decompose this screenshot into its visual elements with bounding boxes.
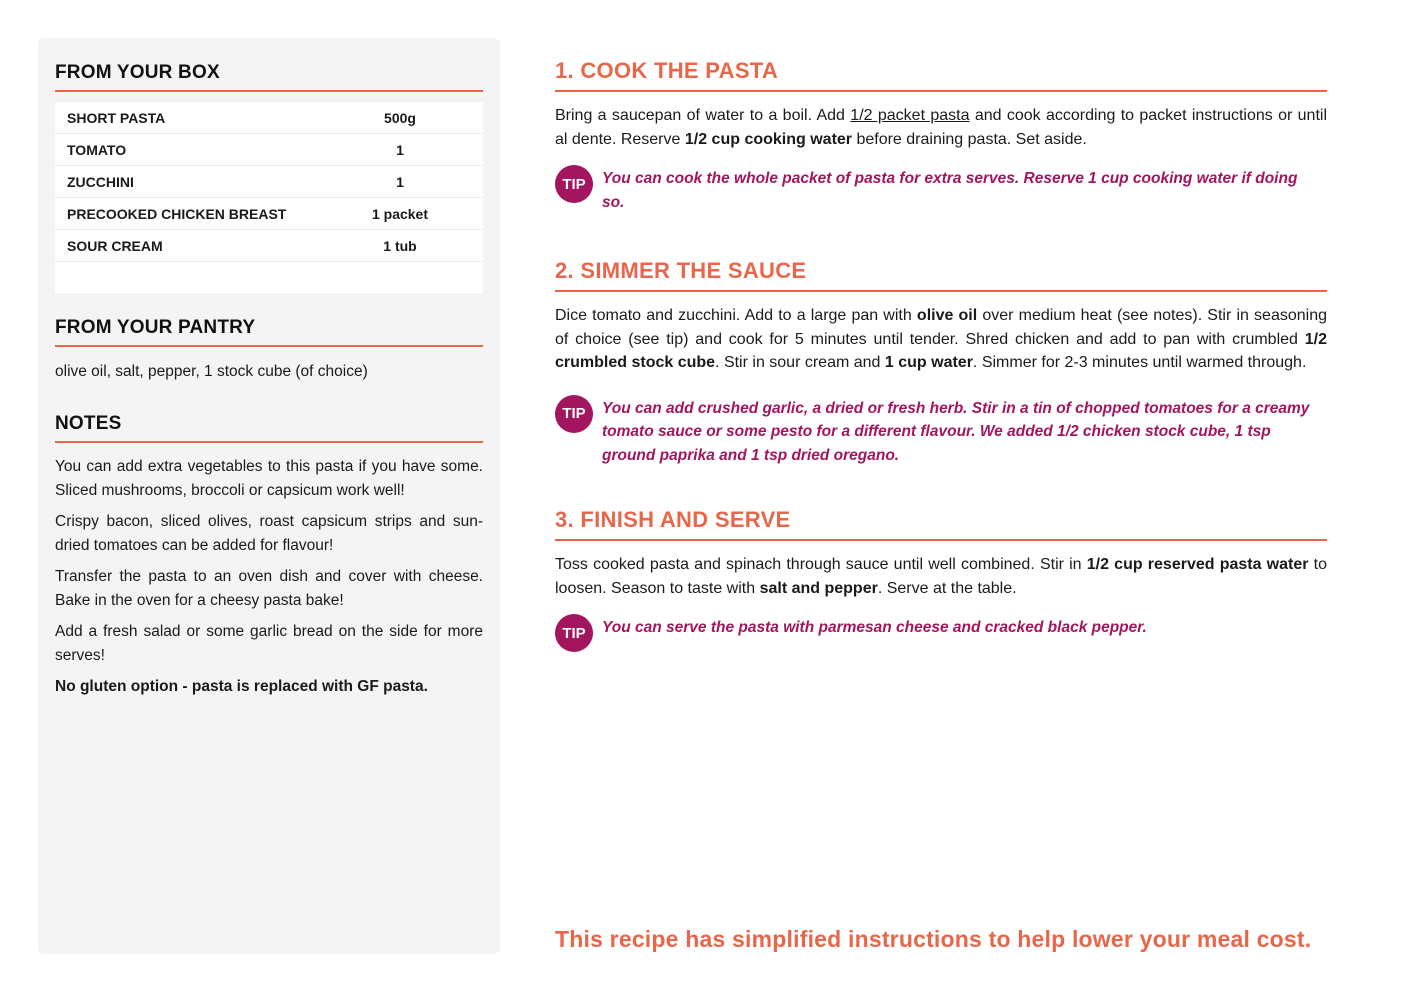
- step-body: [555, 553, 1327, 600]
- ingredient-name: TOMATO: [55, 134, 357, 166]
- step-1: [555, 58, 1327, 214]
- note-paragraph: Add a fresh salad or some garlic bread on the side for more serves!: [55, 623, 483, 664]
- ingredient-qty: 1: [357, 134, 483, 166]
- box-heading: FROM YOUR BOX: [55, 62, 483, 92]
- ingredient-name: SOUR CREAM: [55, 230, 357, 262]
- ingredient-qty: 1: [357, 166, 483, 198]
- footer-note: This recipe has simplified instructions to help lower your meal cost.: [555, 926, 1312, 952]
- bold-phrase: 1 cup water: [884, 354, 973, 371]
- empty-row: [55, 262, 483, 294]
- text-run: before draining pasta. Set aside.: [852, 130, 1087, 148]
- text-run: to loosen. Season to taste with: [555, 556, 1328, 597]
- text-run: and cook according to packet instructions or until al dente. Reserve: [555, 107, 1328, 148]
- bold-phrase: 1/2 crumbled stock cube: [555, 330, 1327, 371]
- text-run: over medium heat (see notes). Stir in seasoning of choice (see tip) and cook for 5 minutes until tender. Shred chicken and add to pan with crumbled: [555, 307, 1328, 348]
- note-paragraph: You can add extra vegetables to this pasta if you have some. Sliced mushrooms, broccoli or capsicum work well!: [55, 458, 483, 499]
- pantry-heading: FROM YOUR PANTRY: [55, 317, 483, 347]
- pantry-text: olive oil, salt, pepper, 1 stock cube (of choice): [55, 363, 368, 380]
- ingredient-qty: 1 packet: [357, 198, 483, 230]
- note-paragraph: Transfer the pasta to an oven dish and cover with cheese. Bake in the oven for a cheesy pasta bake!: [55, 568, 483, 609]
- tip-badge-icon: TIP: [555, 395, 593, 433]
- step-body: [555, 304, 1327, 375]
- step-2: [555, 258, 1327, 467]
- tip: [555, 167, 1327, 214]
- bold-phrase: 1/2 cup reserved pasta water: [1086, 556, 1309, 573]
- notes-heading: NOTES: [55, 413, 483, 443]
- ingredient-qty: 1 tub: [357, 230, 483, 262]
- tip-text: You can cook the whole packet of pasta for extra serves. Reserve 1 cup cooking water if doing so.: [602, 170, 1298, 211]
- ingredient-name: ZUCCHINI: [55, 166, 357, 198]
- table-row: [55, 134, 483, 166]
- tip-text: You can add crushed garlic, a dried or fresh herb. Stir in a tin of chopped tomatoes for a creamy tomato sauce or some pesto for a different flavour. We added 1/2 chicken stock cube, 1 tsp ground paprika and 1 tsp dried oregano.: [602, 399, 1310, 464]
- gluten-free-note: No gluten option - pasta is replaced with GF pasta.: [55, 678, 428, 695]
- sidebar-content: [55, 62, 483, 699]
- bold-phrase: 1/2 cup cooking water: [684, 130, 853, 148]
- text-run: Bring a saucepan of water to a boil. Add: [555, 107, 851, 124]
- tip-badge-icon: TIP: [555, 165, 593, 203]
- tip: [555, 616, 1327, 652]
- table-row: [55, 230, 483, 262]
- step-heading: 1. COOK THE PASTA: [555, 58, 1327, 92]
- step-body: [555, 104, 1327, 151]
- step-heading: 2. SIMMER THE SAUCE: [555, 258, 1327, 292]
- text-run: . Stir in sour cream and: [715, 354, 885, 371]
- step-3: [555, 507, 1327, 652]
- table-row: [55, 102, 483, 134]
- text-run: . Serve at the table.: [877, 579, 1017, 597]
- box-items-table: [55, 102, 483, 293]
- bold-phrase: salt and pepper: [759, 579, 878, 597]
- method-steps: [555, 58, 1327, 652]
- ingredient-qty: 500g: [357, 102, 483, 134]
- bold-phrase: olive oil: [916, 307, 978, 324]
- table-row: [55, 166, 483, 198]
- text-run: Dice tomato and zucchini. Add to a large pan with: [555, 307, 917, 324]
- text-run: Toss cooked pasta and spinach through sauce until well combined. Stir in: [555, 556, 1087, 573]
- table-row: [55, 198, 483, 230]
- tip: [555, 397, 1327, 468]
- note-paragraph: Crispy bacon, sliced olives, roast capsicum strips and sun-dried tomatoes can be added for flavour!: [55, 513, 483, 554]
- tip-badge-icon: TIP: [555, 614, 593, 652]
- tip-text: You can serve the pasta with parmesan cheese and cracked black pepper.: [602, 619, 1147, 636]
- ingredients-sidebar: [38, 38, 500, 954]
- text-run: . Simmer for 2-3 minutes until warmed through.: [972, 354, 1307, 371]
- underlined-phrase: 1/2 packet pasta: [850, 107, 970, 124]
- ingredient-name: PRECOOKED CHICKEN BREAST: [55, 198, 357, 230]
- notes-list: [55, 455, 483, 699]
- step-heading: 3. FINISH AND SERVE: [555, 507, 1327, 541]
- ingredient-name: SHORT PASTA: [55, 102, 357, 134]
